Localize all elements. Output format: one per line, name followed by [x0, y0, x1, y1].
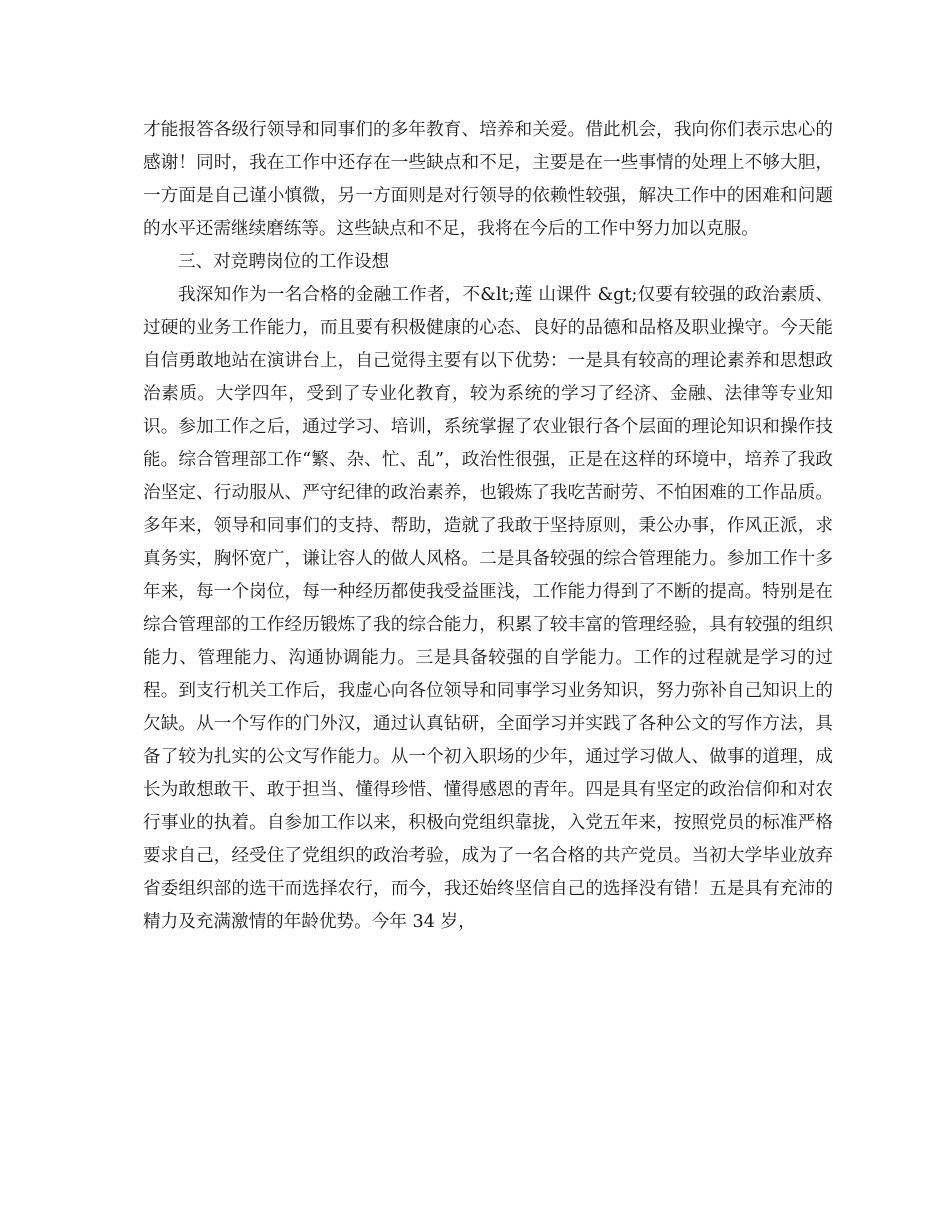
document-body [143, 114, 833, 939]
paragraph-advantages: 我深知作为一名合格的金融工作者，不&lt;莲 山课件 &gt;仅要有较强的政治素质、过硬的业务工作能力，而且要有积极健康的心态、良好的品德和品格及职业操守。今天能自信勇敢地站在演讲台上，自己觉得主要有以下优势：一是具有较高的理论素养和思想政治素质。大学四年，受到了专业化教育，较为系统的学习了经济、金融、法律等专业知识。参加工作之后，通过学习、培训，系统掌握了农业银行各个层面的理论知识和操作技能。综合管理部工作“繁、杂、忙、乱”，政治性很强，正是在这样的环境中，培养了我政治坚定、行动服从、严守纪律的政治素养，也锻炼了我吃苦耐劳、不怕困难的工作品质。多年来，领导和同事们的支持、帮助，造就了我敢于坚持原则，秉公办事，作风正派，求真务实，胸怀宽广，谦让容人的做人风格。二是具备较强的综合管理能力。参加工作十多年来，每一个岗位，每一种经历都使我受益匪浅，工作能力得到了不断的提高。特别是在综合管理部的工作经历锻炼了我的综合能力，积累了较丰富的管理经验，具有较强的组织能力、管理能力、沟通协调能力。三是具备较强的自学能力。工作的过程就是学习的过程。到支行机关工作后，我虚心向各位领导和同事学习业务知识，努力弥补自己知识上的欠缺。从一个写作的门外汉，通过认真钻研，全面学习并实践了各种公文的写作方法，具备了较为扎实的公文写作能力。从一个初入职场的少年，通过学习做人、做事的道理，成长为敢想敢干、敢于担当、懂得珍惜、懂得感恩的青年。四是具有坚定的政治信仰和对农行事业的执着。自参加工作以来，积极向党组织靠拢，入党五年来，按照党员的标准严格要求自己，经受住了党组织的政治考验，成为了一名合格的共产党员。当初大学毕业放弃省委组织部的选干而选择农行，而今，我还始终坚信自己的选择没有错！五是具有充沛的精力及充满激情的年龄优势。今年 34 岁， [143, 285, 833, 932]
section-heading: 三、对竞聘岗位的工作设想 [178, 252, 390, 272]
paragraph-continuation: 才能报答各级行领导和同事们的多年教育、培养和关爱。借此机会，我向你们表示忠心的感谢！同时，我在工作中还存在一些缺点和不足，主要是在一些事情的处理上不够大胆，一方面是自己谨小慎微，另一方面则是对行领导的依赖性较强，解决工作中的困难和问题的水平还需继续磨练等。这些缺点和不足，我将在今后的工作中努力加以克服。 [143, 120, 833, 239]
